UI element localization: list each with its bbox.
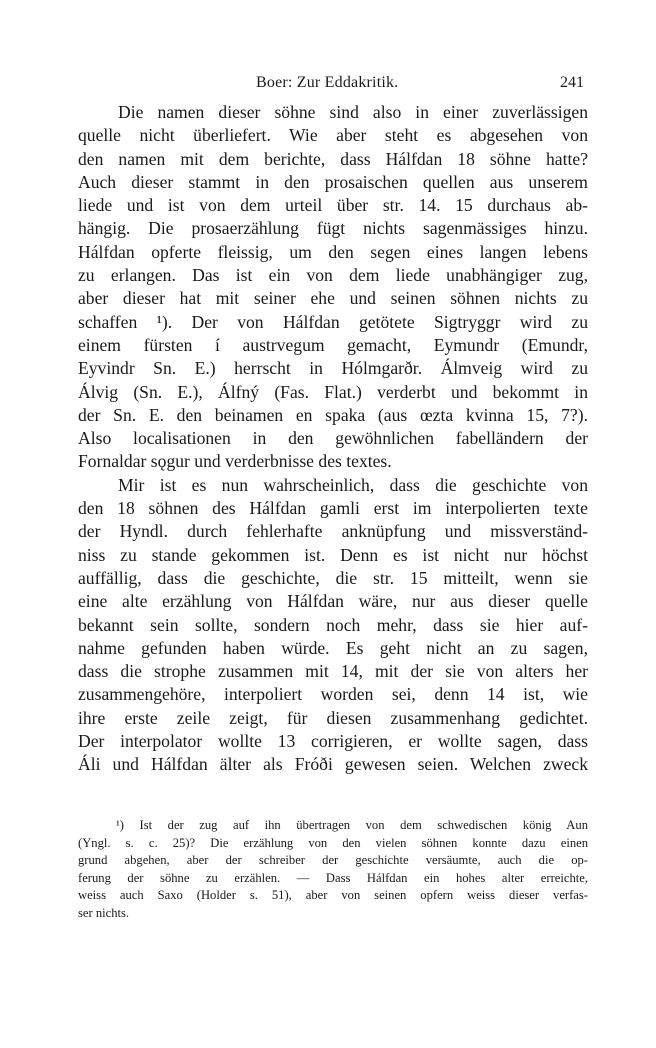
text-line: Álvig (Sn. E.), Álfný (Fas. Flat.) verderbt und bekommt in [78, 381, 588, 402]
footnote-line: grund abgehen, aber der schreiber der geschichte versäumte, auch die op- [78, 853, 588, 868]
text-line: einem fürsten í austrvegum gemacht, Eymundr (Emundr, [78, 334, 588, 355]
text-line: eine alte erzählung von Hálfdan wäre, nur aus dieser quelle [78, 591, 588, 612]
text-line: bekannt sein sollte, sondern noch mehr, dass sie hier auf- [78, 614, 588, 635]
text-line: schaffen ¹). Der von Hálfdan getötete Sigtryggr wird zu [78, 311, 588, 332]
text-line: Eyvindr Sn. E.) herrscht in Hólmgarðr. Álmveig wird zu [78, 358, 588, 379]
text-line: den namen mit dem berichte, dass Hálfdan 18 söhne hatte? [78, 148, 588, 169]
text-line: Áli und Hálfdan älter als Fróði gewesen seien. Welchen zweck [78, 754, 588, 775]
text-line: ihre erste zeile zeigt, für diesen zusammenhang gedichtet. [78, 707, 588, 728]
footnotes [78, 817, 588, 923]
text-line: zusammengehöre, interpoliert worden sei, denn 14 ist, wie [78, 684, 588, 705]
text-line: dass die strophe zusammen mit 14, mit der sie von alters her [78, 661, 588, 682]
page-number: 241 [560, 74, 584, 91]
running-head [78, 74, 588, 96]
text-line: Die namen dieser söhne sind also in einer zuverlässigen [118, 102, 588, 122]
text-line: der Hyndl. durch fehlerhafte anknüpfung und missverständ- [78, 521, 588, 542]
text-line: zu erlangen. Das ist ein von dem liede unabhängiger zug, [78, 265, 588, 286]
text-line: Fornaldar sǫgur und verderbnisse des textes. [78, 451, 392, 472]
footnote-line: ferung der söhne zu erzählen. — Dass Hálfdan ein hohes alter erreichte, [78, 870, 588, 885]
footnote-line: (Yngl. s. c. 25)? Die erzählung von den vielen söhnen konnte dazu einen [78, 835, 588, 850]
text-line: aber dieser hat mit seiner ehe und seinen söhnen nichts zu [78, 288, 588, 309]
text-line: auffällig, dass die geschichte, die str. 15 mitteilt, wenn sie [78, 567, 588, 588]
footnote-line: ser nichts. [78, 905, 130, 920]
book-page [78, 0, 588, 1048]
text-line: Also localisationen in den gewöhnlichen fabelländern der [78, 428, 588, 449]
body-text [78, 101, 588, 777]
text-line: hängig. Die prosaerzählung fügt nichts sagenmässiges hinzu. [78, 218, 588, 239]
text-line: quelle nicht überliefert. Wie aber steht es abgesehen von [78, 125, 588, 146]
text-line: nahme gefunden haben würde. Es geht nicht an zu sagen, [78, 637, 588, 658]
text-line: Hálfdan opferte fleissig, um den segen eines langen lebens [78, 241, 588, 262]
text-line: niss zu stande gekommen ist. Denn es ist nicht nur höchst [78, 544, 588, 565]
text-line: der Sn. E. den beinamen en spaka (aus œzta kvinna 15, 7?). [78, 404, 588, 425]
footnote-line: weiss auch Saxo (Holder s. 51), aber von seinen opfern weiss dieser verfas- [78, 888, 588, 903]
text-line: Mir ist es nun wahrscheinlich, dass die geschichte von [118, 474, 588, 495]
running-title: Boer: Zur Eddakritik. [256, 74, 399, 91]
footnote-line: ¹) Ist der zug auf ihn übertragen von dem schwedischen könig Aun [116, 818, 588, 832]
text-line: liede und ist von dem urteil über str. 14. 15 durchaus ab- [78, 195, 588, 216]
text-line: Auch dieser stammt in den prosaischen quellen aus unserem [78, 171, 588, 192]
text-line: den 18 söhnen des Hálfdan gamli erst im interpolierten texte [78, 498, 588, 519]
text-line: Der interpolator wollte 13 corrigieren, er wollte sagen, dass [78, 731, 588, 752]
